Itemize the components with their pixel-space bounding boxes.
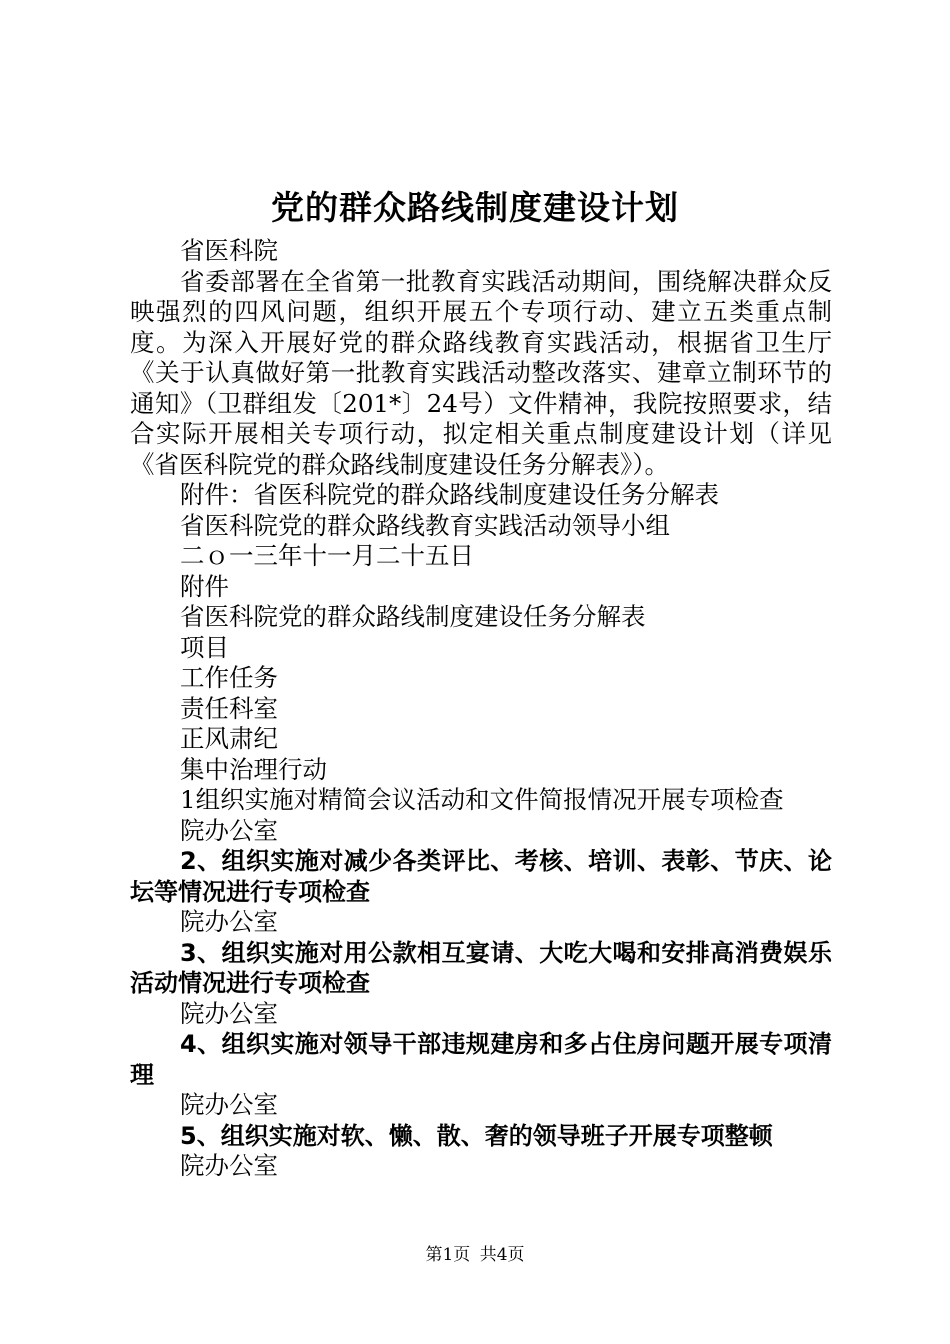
page-footer bbox=[0, 1244, 950, 1266]
paragraph: 省医科院党的群众路线制度建设任务分解表 bbox=[180, 602, 646, 631]
paragraph: 院办公室 bbox=[180, 907, 278, 936]
paragraph: 院办公室 bbox=[180, 1090, 278, 1119]
paragraph: 二ｏ一三年十一月二十五日 bbox=[180, 541, 474, 570]
page-number: 第1页 bbox=[425, 1245, 471, 1265]
paragraph: 4、组织实施对领导干部违规建房和多占住房问题开展专项清理 bbox=[130, 1030, 832, 1089]
paragraph: 省医科院 bbox=[180, 236, 278, 265]
paragraph: 项目 bbox=[180, 632, 229, 662]
paragraph: 1组织实施对精简会议活动和文件简报情况开展专项检查 bbox=[180, 785, 784, 814]
paragraph: 2、组织实施对减少各类评比、考核、培训、表彰、节庆、论坛等情况进行专项检查 bbox=[130, 847, 832, 906]
page-total: 共4页 bbox=[479, 1245, 525, 1265]
paragraph: 附件 bbox=[180, 571, 229, 601]
paragraph: 院办公室 bbox=[180, 815, 278, 845]
paragraph: 院办公室 bbox=[180, 998, 278, 1028]
paragraph: 集中治理行动 bbox=[180, 754, 327, 784]
paragraph: 院办公室 bbox=[180, 1151, 278, 1180]
paragraph: 5、组织实施对软、懒、散、奢的领导班子开展专项整顿 bbox=[180, 1121, 773, 1150]
document-body bbox=[130, 236, 832, 1182]
paragraph: 3、组织实施对用公款相互宴请、大吃大喝和安排高消费娱乐活动情况进行专项检查 bbox=[130, 938, 832, 997]
document-title: 党的群众路线制度建设计划 bbox=[271, 188, 679, 227]
paragraph: 责任科室 bbox=[180, 693, 278, 723]
paragraph: 正风肃纪 bbox=[180, 724, 278, 753]
paragraph: 省医科院党的群众路线教育实践活动领导小组 bbox=[180, 510, 670, 540]
paragraph: 省委部署在全省第一批教育实践活动期间，围绕解决群众反映强烈的四风问题，组织开展五个专项行动、建立五类重点制度。为深入开展好党的群众路线教育实践活动，根据省卫生厅《关于认真做好第一批教育实践活动整改落实、建章立制环节的通知》（卫群组发〔201*〕24号）文件精神，我院按照要求，结合实际开展相关专项行动，拟定相关重点制度建设计划（详见《省医科院党的群众路线制度建设任务分解表》）。 bbox=[130, 266, 832, 479]
paragraph: 工作任务 bbox=[180, 663, 278, 692]
paragraph: 附件：省医科院党的群众路线制度建设任务分解表 bbox=[180, 480, 719, 509]
